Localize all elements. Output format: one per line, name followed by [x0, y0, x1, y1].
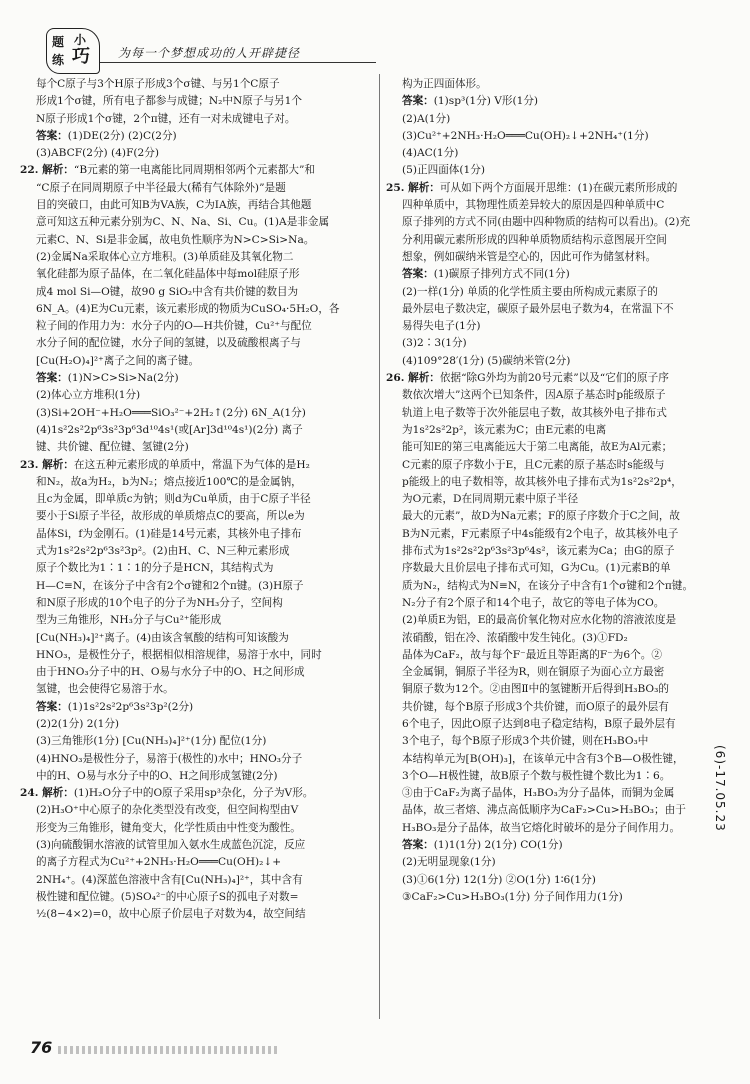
text-line: 式为1s²2s²2p⁶3s²3p²。(2)由H、C、N三种元素形成 [36, 545, 290, 558]
text-line: 形变为三角锥形，键角变大，化学性质由中性变为酸性。 [36, 821, 301, 834]
text-line: C元素的原子序数小于E，且C元素的原子基态时s能级与 [402, 458, 665, 471]
text-line: 质为N₂，结构式为N≡N，在该分子中含有1个σ键和2个π键。 [402, 579, 694, 592]
text-line: 形成1个σ键，所有电子都参与成键；N₂中N原子与另1个 [36, 95, 302, 108]
section-label: 24. 解析： [20, 787, 74, 800]
text-line: 2NH₄⁺。(4)深蓝色溶液中含有[Cu(NH₃)₄]²⁺，其中含有 [36, 873, 303, 886]
section-label: 答案： [36, 700, 68, 713]
text-line: 目的突破口，由此可知B为VA族，C为IA族，再结合其他题 [36, 199, 312, 212]
text-line: 且c为金属，即单质c为钠；则d为Cu单质，由于C原子半径 [36, 493, 311, 506]
text-line: 四种单质中，其物理性质差异较大的原因是四种单质中C [402, 199, 665, 212]
logo-char-1: 题 [52, 35, 65, 49]
text-line: 氧化硅都为原子晶体，在二氧化硅晶体中每mol硅原子形 [36, 268, 300, 281]
section-label: 25. 解析： [386, 181, 440, 194]
text-line: (4)1s²2s²2p⁶3s²3p⁶3d¹⁰4s¹(或[Ar]3d¹⁰4s¹)(2分) 离子 [36, 423, 303, 436]
text-line: 本结构单元为[B(OH)₃]，在该单元中含有3个B—O极性键， [402, 752, 684, 765]
text-line: 26. 解析：依据“除G外均为前20号元素”以及“它们的原子序 [386, 372, 669, 385]
side-code: (6)-17.05.23 [713, 745, 727, 832]
logo-char-2: 练 [52, 53, 65, 67]
text-line: (3)2∶3(1分) [402, 337, 467, 350]
header-rule [100, 62, 376, 63]
text-line: 由于HNO₃分子中的H、O易与水分子中的O、H之间形成 [36, 666, 305, 679]
text-line: 6N_A。(4)E为Cu元素，该元素形成的物质为CuSO₄·5H₂O，各 [36, 302, 340, 315]
column-divider [379, 74, 380, 1019]
text-line: 3个电子，每个B原子形成3个共价键，则在H₃BO₃中 [402, 735, 649, 748]
text-line: 晶体Si，f为金刚石。(1)硅是14号元素，其核外电子排布 [36, 527, 302, 540]
text-line: (2)A(1分) [402, 112, 451, 125]
text-line: 想象，例如碳纳米管是空心的，因此可作为储氢材料。 [402, 250, 657, 263]
header-slogan: 为每一个梦想成功的人开辟捷径 [118, 46, 301, 60]
text-line: 浓硝酸，铝在冷、浓硝酸中发生钝化。(3)①FD₂ [402, 631, 628, 644]
text-line: ③CaF₂>Cu>H₃BO₃(1分) 分子间作用力(1分) [402, 890, 623, 903]
text-line: 数依次增大”这两个已知条件，因A原子基态时p能级原子 [402, 389, 666, 402]
section-label: 22. 解析： [20, 164, 74, 177]
text-line: 23. 解析：在这五种元素形成的单质中，常温下为气体的是H₂ [20, 458, 310, 471]
section-label: 答案： [402, 268, 434, 281]
text-line: 要小于Si原子半径，故形成的单质熔点C的要高，所以e为 [36, 510, 305, 523]
text-line: N₂分子有2个原子和14个电子，故它的等电子体为CO。 [402, 596, 665, 609]
section-label: 答案： [402, 839, 434, 852]
section-label: 23. 解析： [20, 458, 74, 471]
side-code-wrap [713, 745, 733, 865]
text-line: 答案：(1)碳原子排列方式不同(1分) [402, 268, 570, 281]
text-line: 极性键和配位键。(5)SO₄²⁻的中心原子S的孤电子对数= [36, 890, 299, 903]
text-line: (3)三角锥形(1分) [Cu(NH₃)₄]²⁺(1分) 配位(1分) [36, 735, 267, 748]
section-label: 答案： [36, 129, 68, 142]
text-line: 为1s²2s²2p²，该元素为C；由E元素的电离 [402, 423, 607, 436]
text-line: (2)单质E为铝，E的最高价氧化物对应水化物的溶液浓度是 [402, 614, 677, 627]
text-line: (5)正四面体(1分) [402, 164, 485, 177]
section-label: 答案： [402, 95, 434, 108]
text-line: “C原子在同周期原子中半径最大(稀有气体除外)”是题 [36, 181, 286, 194]
text-line: 晶体为CaF₂，故与每个F⁻最近且等距离的F⁻为6个。② [402, 648, 662, 661]
text-line: (3)ABCF(2分) (4)F(2分) [36, 147, 160, 160]
right-column [386, 76, 726, 906]
text-line: 晶体，故三者熔、沸点高低顺序为CaF₂>Cu>H₃BO₃；由于 [402, 804, 686, 817]
text-line: 和N原子形成的10个电子的分子为NH₃分子，空间构 [36, 596, 283, 609]
text-line: 分利用碳元素所形成的四种单质物质结构示意图展开空间 [402, 233, 667, 246]
text-line: 氢键，也会使得它易溶于水。 [36, 683, 174, 696]
text-line: 22. 解析：“B元素的第一电离能比同周期相邻两个元素都大”和 [20, 164, 315, 177]
text-line: 6个电子，因此O原子达到8电子稳定结构，B原子最外层有 [402, 717, 676, 730]
text-line: 构为正四面体形。 [402, 78, 487, 90]
text-line: 共价键，每个B原子形成3个共价键，而O原子的最外层有 [402, 700, 669, 713]
text-line: 每个C原子与3个H原子形成3个σ键、与另1个C原子 [36, 78, 280, 90]
text-line: (2)H₃O⁺中心原子的杂化类型没有改变，但空间构型由V [36, 804, 299, 817]
footer-decoration [58, 1046, 278, 1054]
logo-char-4: 巧 [72, 46, 90, 67]
text-line: 元素C、N、Si是非金属，故电负性顺序为N>C>Si>Na。 [36, 233, 315, 246]
text-line: 型为三角锥形，NH₃分子与Cu²⁺能形成 [36, 614, 222, 627]
left-column [20, 76, 372, 924]
text-line: 意可知这五种元素分别为C、N、Na、Si、Cu。(1)A是非金属 [36, 216, 330, 229]
text-line: 最大的元素”，故D为Na元素；F的原子序数介于C之间，故 [402, 510, 681, 523]
text-line: 能可知E的第三电离能远大于第二电离能，故E为Al元素； [402, 441, 673, 454]
series-logo [46, 28, 100, 74]
logo-char-3: 小 [74, 33, 87, 47]
text-line: 轨道上电子数等于次外能层电子数，故其核外电子排布式 [402, 406, 667, 419]
text-line: HNO₃，是极性分子，根据相似相溶规律，易溶于水中，同时 [36, 648, 322, 661]
text-line: (2)2(1分) 2(1分) [36, 717, 120, 730]
text-line: H—C≡N，在该分子中含有2个σ键和2个π键。(3)H原子 [36, 579, 304, 592]
text-line: 铜原子数为12个。②由图Ⅱ中的氢键断开后得到H₃BO₃的 [402, 683, 669, 696]
text-line: 成4 mol Si—O键，故90 g SiO₂中含有共价键的数目为 [36, 285, 299, 298]
text-line: ½(8−4×2)=0，故中心原子价层电子对数为4，故空间结 [36, 908, 306, 921]
text-line: (4)AC(1分) [402, 147, 459, 160]
text-line: 答案：(1)1s²2s²2p⁶3s²3p²(2分) [36, 700, 194, 713]
text-line: 全金属铜，铜原子半径为R，则在铜原子为面心立方最密 [402, 666, 665, 679]
text-line: 原子排列的方式不同(由题中四种物质的结构可以看出)。(2)充 [402, 216, 691, 229]
text-line: 最外层电子数决定，碳原子最外层电子数为4，在常温下不 [402, 302, 674, 315]
text-line: N原子形成1个σ键，2个π键，还有一对未成键电子对。 [36, 112, 296, 125]
text-line: (2)无明显现象(1分) [402, 856, 496, 869]
text-line: 排布式为1s²2s²2p⁶3s²3p⁶4s²，该元素为Ca；由G的原子 [402, 545, 675, 558]
text-line: 为O元素，D在同周期元素中原子半径 [402, 493, 579, 506]
text-line: 3个O—H极性键，故B原子个数与极性键个数比为1∶6。 [402, 769, 671, 782]
text-line: 键、共价键、配位键、氢键(2分) [36, 441, 189, 454]
text-line: 答案：(1)DE(2分) (2)C(2分) [36, 129, 177, 142]
text-line: (4)109°28′(1分) (5)碳纳米管(2分) [402, 354, 571, 367]
text-line: B为N元素，F元素原子中4s能级有2个电子，故其核外电子 [402, 527, 679, 540]
text-line: (3)Si+2OH⁻+H₂O═══SiO₃²⁻+2H₂↑(2分) 6N_A(1分) [36, 406, 306, 419]
text-line: 25. 解析：可从如下两个方面展开思维：(1)在碳元素所形成的 [386, 181, 678, 194]
text-line: p能级上的电子数相等，故其核外电子排布式为1s²2s²2p⁴， [402, 475, 682, 488]
text-line: 序数最大且价层电子排布式可知，G为Cu。(1)元素B的单 [402, 562, 671, 575]
text-line: 答案：(1)sp³(1分) V形(1分) [402, 95, 539, 108]
text-line: 易得失电子(1分) [402, 320, 481, 333]
text-line: 粒子间的作用力为：水分子内的O—H共价键，Cu²⁺与配位 [36, 320, 312, 333]
section-label: 26. 解析： [386, 372, 440, 385]
text-line: 水分子间的配位键，水分子间的氢键，以及硫酸根离子与 [36, 337, 301, 350]
text-line: 原子个数比为1∶1∶1的分子是HCN，其结构式为 [36, 562, 274, 575]
text-line: 的离子方程式为Cu²⁺+2NH₃·H₂O═══Cu(OH)₂↓+ [36, 856, 282, 869]
text-line: (3)Cu²⁺+2NH₃·H₂O═══Cu(OH)₂↓+2NH₄⁺(1分) [402, 129, 649, 142]
text-line: (4)HNO₃是极性分子，易溶于(极性的)水中；HNO₃分子 [36, 752, 303, 765]
text-line: [Cu(H₂O)₄]²⁺离子之间的离子键。 [36, 354, 200, 367]
text-line: 中的H、O易与水分子中的O、H之间形成氢键(2分) [36, 769, 278, 782]
section-label: 答案： [36, 372, 68, 385]
text-line: 24. 解析：(1)H₂O分子中的O原子采用sp³杂化，分子为V形。 [20, 787, 314, 800]
page-number: 76 [30, 1038, 53, 1057]
text-line: (3)①6(1分) 12(1分) ②O(1分) 1∶6(1分) [402, 873, 596, 886]
text-line: H₃BO₃是分子晶体，故当它熔化时破坏的是分子间作用力。 [402, 821, 681, 834]
text-line: [Cu(NH₃)₄]²⁺离子。(4)由该含氧酸的结构可知该酸为 [36, 631, 289, 644]
text-line: ③由于CaF₂为离子晶体，H₃BO₃为分子晶体，而铜为金属 [402, 787, 675, 800]
text-line: (3)向硫酸铜水溶液的试管里加入氨水生成蓝色沉淀，反应 [36, 839, 306, 852]
text-line: 答案：(1)N>C>Si>Na(2分) [36, 372, 179, 385]
text-line: (2)金属Na采取体心立方堆积。(3)单质硅及其氧化物二 [36, 250, 294, 263]
text-line: (2)一样(1分) 单质的化学性质主要由所构成元素原子的 [402, 285, 658, 298]
text-line: 和N₂，故a为H₂，b为N₂；熔点接近100℃的是金属钠， [36, 475, 302, 488]
text-line: (2)体心立方堆积(1分) [36, 389, 141, 402]
text-line: 答案：(1)1(1分) 2(1分) CO(1分) [402, 839, 563, 852]
